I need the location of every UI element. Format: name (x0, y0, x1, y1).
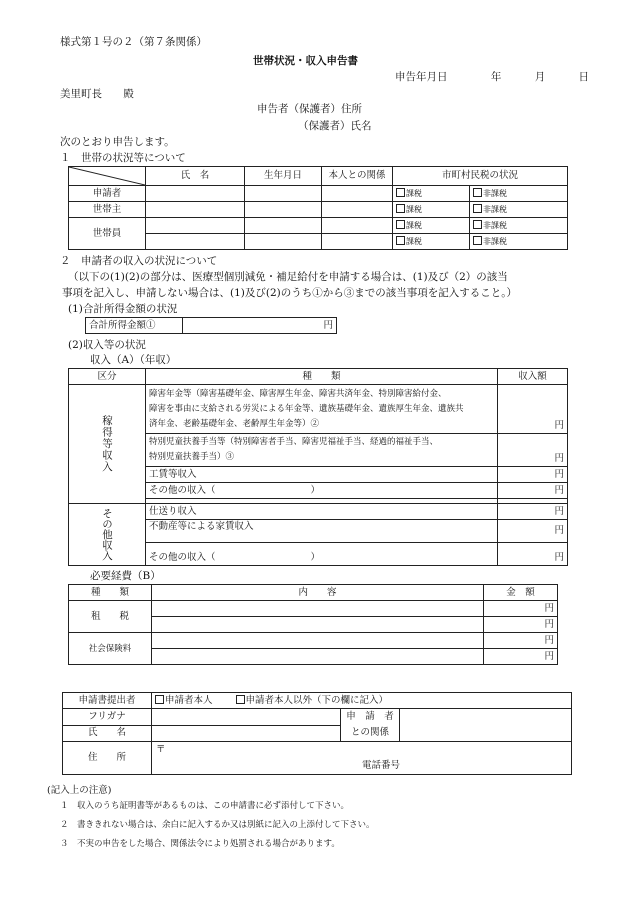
checkbox-icon[interactable] (473, 188, 482, 197)
member2-name-cell[interactable] (146, 234, 245, 250)
relation-label: 申 請 者 との関係 (341, 709, 400, 742)
col-kubun: 区分 (69, 369, 146, 385)
addressee-honorific: 殿 (123, 88, 134, 100)
row-householder: 世帯主 (69, 202, 146, 218)
tax-content-2[interactable] (152, 617, 484, 633)
checkbox-icon[interactable] (396, 204, 405, 213)
section1-heading: １ 世帯の状況等について (60, 152, 186, 164)
taxed-option[interactable]: 課税 (393, 202, 470, 218)
member2-relation-cell[interactable] (322, 234, 393, 250)
option-other[interactable]: 申請者本人以外（下の欄に記入） (236, 695, 389, 706)
notes-heading: (記入上の注意) (47, 785, 112, 796)
social-amount-1[interactable]: 円 (484, 633, 558, 649)
category-other-income: その他収入 (69, 504, 146, 566)
member1-name-cell[interactable] (146, 218, 245, 234)
member1-relation-cell[interactable] (322, 218, 393, 234)
item-child-allowance: 特別児童扶養手当等（特別障害者手当、障害児福祉手当、経過的福祉手当、 特別児童扶養手当）③ (146, 434, 498, 467)
social-content-2[interactable] (152, 649, 484, 665)
subsection2-heading: (2)収入等の状況 (68, 339, 146, 351)
diagonal-cell (69, 167, 146, 186)
checkbox-icon[interactable] (236, 695, 245, 704)
addressee (60, 86, 134, 101)
form-title: 世帯状況・収入申告書 (253, 55, 358, 67)
social-content-1[interactable] (152, 633, 484, 649)
col-tax-status: 市町村民税の状況 (393, 167, 568, 186)
item-wage: 工賃等収入 (146, 467, 498, 483)
wage-amount[interactable]: 円 (498, 467, 568, 483)
row-member: 世帯員 (69, 218, 146, 250)
pension-amount[interactable]: 円 (498, 385, 568, 434)
date-label: 申告年月日 (395, 71, 448, 83)
applicant-address-label: 申告者（保護者）住所 (257, 103, 362, 115)
section2-note-line2: 事項を記入し、申請しない場合は、(1)及び(2)のうち①から③までの該当事項を記入すること。） (62, 287, 517, 299)
note-3: ３ 不実の申告をした場合、関係法令により処罰される場合があります。 (60, 839, 340, 849)
diagonal-line (69, 167, 145, 185)
checkbox-icon[interactable] (473, 220, 482, 229)
householder-birth-cell[interactable] (245, 202, 322, 218)
col-expense-amount: 金 額 (484, 585, 558, 601)
item-other-income: その他の収入（ ） (146, 483, 498, 499)
submitter-name-input[interactable] (152, 725, 341, 742)
nontaxed-option[interactable]: 非課税 (470, 234, 568, 250)
date-line (395, 69, 589, 84)
tax-content-1[interactable] (152, 601, 484, 617)
checkbox-icon[interactable] (473, 236, 482, 245)
submitter-label: 申請書提出者 (63, 693, 152, 709)
relation-input[interactable] (400, 709, 572, 742)
checkbox-icon[interactable] (473, 204, 482, 213)
member2-birth-cell[interactable] (245, 234, 322, 250)
intro-text: 次のとおり申告します。 (60, 136, 175, 148)
postal-mark: 〒 (156, 744, 166, 755)
col-expense-kind: 種 類 (69, 585, 152, 601)
section2-heading: ２ 申請者の収入の状況について (60, 255, 218, 267)
addressee-name: 美里町長 (60, 88, 102, 100)
expense-table (68, 584, 558, 665)
submitter-name-label: 氏 名 (63, 725, 152, 742)
checkbox-icon[interactable] (155, 695, 164, 704)
applicant-birth-cell[interactable] (245, 186, 322, 202)
other-income-2-amount[interactable]: 円 (498, 543, 568, 566)
furigana-label: フリガナ (63, 709, 152, 726)
nontaxed-option[interactable]: 非課税 (470, 202, 568, 218)
income-table (68, 368, 568, 566)
householder-relation-cell[interactable] (322, 202, 393, 218)
item-rent: 不動産等による家賃収入 (146, 520, 498, 543)
tax-amount-2[interactable]: 円 (484, 617, 558, 633)
col-kind: 種 類 (146, 369, 498, 385)
checkbox-icon[interactable] (396, 220, 405, 229)
expense-social-insurance: 社会保険料 (69, 633, 152, 665)
taxed-option[interactable]: 課税 (393, 218, 470, 234)
social-amount-2[interactable]: 円 (484, 649, 558, 665)
remittance-amount[interactable]: 円 (498, 504, 568, 520)
submitter-address-label: 住 所 (63, 742, 152, 775)
total-income-table (85, 317, 337, 334)
row-applicant: 申請者 (69, 186, 146, 202)
tax-amount-1[interactable]: 円 (484, 601, 558, 617)
col-birthdate: 生年月日 (245, 167, 322, 186)
rent-amount[interactable]: 円 (498, 520, 568, 543)
submitter-address-input[interactable] (152, 742, 572, 775)
taxed-option[interactable]: 課税 (393, 234, 470, 250)
year-label: 年 (490, 71, 502, 83)
phone-label: 電話番号 (362, 760, 401, 771)
applicant-name-label: （保護者）氏名 (298, 120, 372, 132)
total-income-input[interactable]: 円 (183, 318, 337, 334)
applicant-name-cell[interactable] (146, 186, 245, 202)
nontaxed-option[interactable]: 非課税 (470, 218, 568, 234)
furigana-input[interactable] (152, 709, 341, 726)
nontaxed-option[interactable]: 非課税 (470, 186, 568, 202)
expense-tax: 租 税 (69, 601, 152, 633)
member1-birth-cell[interactable] (245, 218, 322, 234)
total-income-label: 合計所得金額① (86, 318, 183, 334)
month-label: 月 (534, 71, 546, 83)
col-name: 氏 名 (146, 167, 245, 186)
item-pension: 障害年金等（障害基礎年金、障害厚生年金、障害共済年金、特別障害給付金、 障害を事由に支給される労災による年金等、遺族基礎年金、遺族厚生年金、遺族共 済年金、老齢基礎年金、老齢厚生年金等）② (146, 385, 498, 434)
item-remittance: 仕送り収入 (146, 504, 498, 520)
taxed-option[interactable]: 課税 (393, 186, 470, 202)
col-amount: 収入額 (498, 369, 568, 385)
submitter-options (152, 693, 572, 709)
applicant-relation-cell[interactable] (322, 186, 393, 202)
col-relation: 本人との関係 (322, 167, 393, 186)
householder-name-cell[interactable] (146, 202, 245, 218)
note-2: ２ 書ききれない場合は、余白に記入するか又は別紙に記入の上添付して下さい。 (60, 820, 375, 830)
checkbox-icon[interactable] (396, 188, 405, 197)
income-a-heading: 収入（A）（年収） (90, 354, 177, 366)
section2-note-line1: （以下の(1)(2)の部分は、医療型個別減免・補足給付を申請する場合は、(1)及び（2）の該当 (68, 271, 508, 283)
subsection1-heading: (1)合計所得金額の状況 (68, 303, 178, 315)
expense-b-heading: 必要経費（B） (90, 570, 161, 582)
submitter-table (62, 692, 572, 775)
checkbox-icon[interactable] (396, 236, 405, 245)
col-expense-content: 内 容 (152, 585, 484, 601)
item-other-income-2: その他の収入（ ） (146, 543, 498, 566)
category-earned-income: 稼得等収入 (69, 385, 146, 504)
other-income-amount[interactable]: 円 (498, 483, 568, 499)
form-number: 様式第１号の２（第７条関係） (60, 36, 207, 48)
note-1: １ 収入のうち証明書等があるものは、この申請書に必ず添付して下さい。 (60, 801, 350, 811)
child-allowance-amount[interactable]: 円 (498, 434, 568, 467)
option-self[interactable]: 申請者本人 (155, 695, 213, 706)
household-table (68, 166, 568, 250)
day-label: 日 (578, 71, 590, 83)
